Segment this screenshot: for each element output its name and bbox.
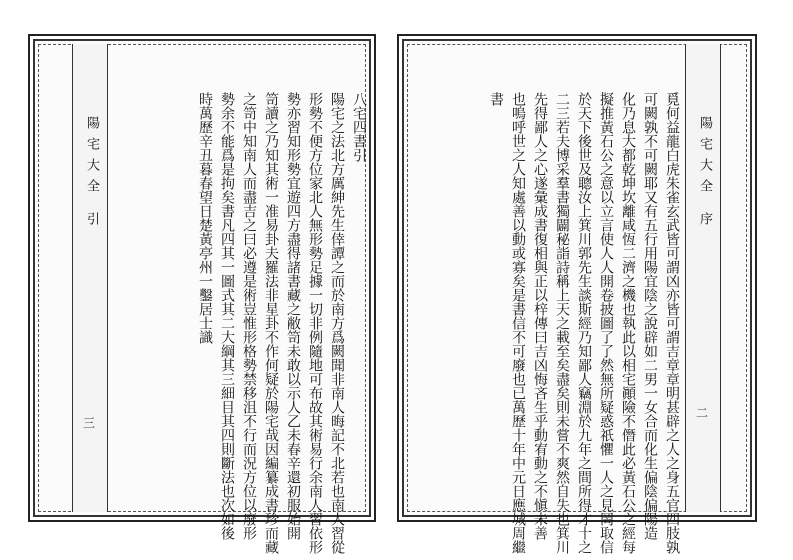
signature-character: 書 (488, 92, 504, 106)
text-column: 勢亦習知形勢宜遊四方盡得諸書藏之敝笥未敢以示人乙未春辛還初服始開 (285, 92, 301, 540)
preface-title: 八宅四書引 (351, 92, 367, 162)
left-margin-column (72, 44, 108, 512)
right-margin-column (685, 44, 721, 512)
colophon-line: 時萬歷辛丑暮春望日楚黃亭州一鑿居士識 (197, 92, 213, 344)
text-column: 之笥中知南人而盡吉之曰必遵是術豈惟形格勢禁移沮不行而況方位以廢形 (241, 92, 257, 540)
left-margin-title: 陽宅大全 引 (84, 116, 99, 234)
text-column: 勢余不能爲是拘矣書凡四其一圖式其二大綱其三細目其四則斷法也次如後 (219, 92, 235, 540)
text-column: 覓何益龍白虎朱雀玄武皆可謂凶亦皆可謂吉章章明甚辟之人之身五官四肢孰 (664, 92, 680, 554)
left-page-number: 三 (83, 416, 96, 430)
text-column: 擬推黃石公之意以立言使人人開卷披圖了了然無所疑惑祇懼一人之見罔取信 (598, 92, 614, 554)
text-column: 笥讀之乃知其術一准易卦夫羅法非星卦不作何疑於陽宅哉因編纂成書珍而藏 (263, 92, 279, 554)
text-column: 先得鄙人之心遂彙成書復相與正以梓傳曰吉凶悔吝生乎動宥動之不愼未善 (532, 92, 548, 540)
right-page-number: 二 (696, 406, 709, 420)
right-margin-title: 陽宅大全 序 (697, 116, 712, 234)
text-column: 可闕孰不可闕耶又有五行用陽宜陰之說辟如二男一女合而化生偏陰偏陽造 (642, 92, 658, 540)
text-column: 二三若夫博采羣書獨闢秘詣詩稱上天之載至矣盡矣則未嘗不爽然自失也箕川 (554, 92, 570, 554)
text-column: 形勢不便方位家北人無形勢足據一切非例隨地可布故其術易行余南人習依形 (307, 92, 323, 554)
left-page (28, 34, 376, 554)
text-column: 於天下後世及聰汝上箕川郭先生談斯經乃知鄙人竊淵於九年之間所得才十之 (576, 92, 592, 554)
text-column: 陽宅之法北方厲紳先生倖譚之而於南方爲闕聞非南人晦記不北若也南人習從 (329, 92, 345, 554)
right-page (397, 34, 757, 554)
text-column: 也嗚呼世之人知處善以動或寡矣是書信不可廢也已萬歷十年中元日應城周繼 (510, 92, 526, 554)
text-column: 化乃息大都乾坤坎離咸恆二濟之機也執此以相宅顚險不僭此必黃石公之經每 (620, 92, 636, 554)
